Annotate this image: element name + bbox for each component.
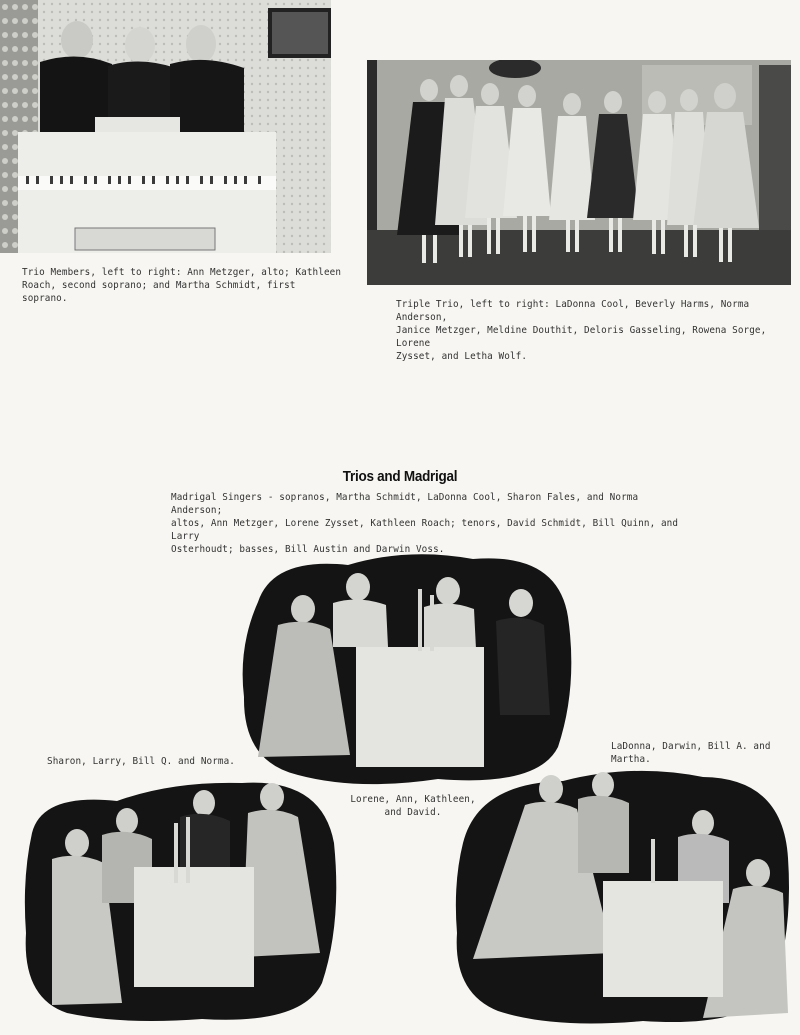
madrigal-caption: Madrigal Singers - sopranos, Martha Schmidt, LaDonna Cool, Sharon Fales, and Norma Anderson; altos, Ann Metzger, Lorene Zysset, Kathleen Roach; tenors, David Schmidt, Bill Quinn, and Larry Osterhoudt; basses, Bill Austin and Darwin Voss.: [171, 492, 679, 555]
triple-trio-photo: [367, 60, 791, 285]
left-group-photo: [22, 773, 339, 1028]
right-group-photo: [453, 763, 790, 1030]
left-group-caption: Sharon, Larry, Bill Q. and Norma.: [47, 756, 236, 767]
center-group-caption: Lorene, Ann, Kathleen, and David.: [350, 794, 476, 818]
right-group-caption: LaDonna, Darwin, Bill A. and Martha.: [611, 741, 771, 765]
triple-trio-caption: Triple Trio, left to right: LaDonna Cool, Beverly Harms, Norma Anderson, Janice Metzger, Meldine Douthit, Deloris Gasseling, Rowena Sorge, Lorene Zysset, and Letha Wolf.: [396, 299, 767, 362]
center-group-photo: [238, 547, 574, 789]
page-title: Trios and Madrigal: [342, 468, 458, 485]
trio-photo: [0, 0, 331, 253]
trio-caption: Trio Members, left to right: Ann Metzger, alto; Kathleen Roach, second soprano; and Martha Schmidt, first soprano.: [22, 267, 342, 304]
